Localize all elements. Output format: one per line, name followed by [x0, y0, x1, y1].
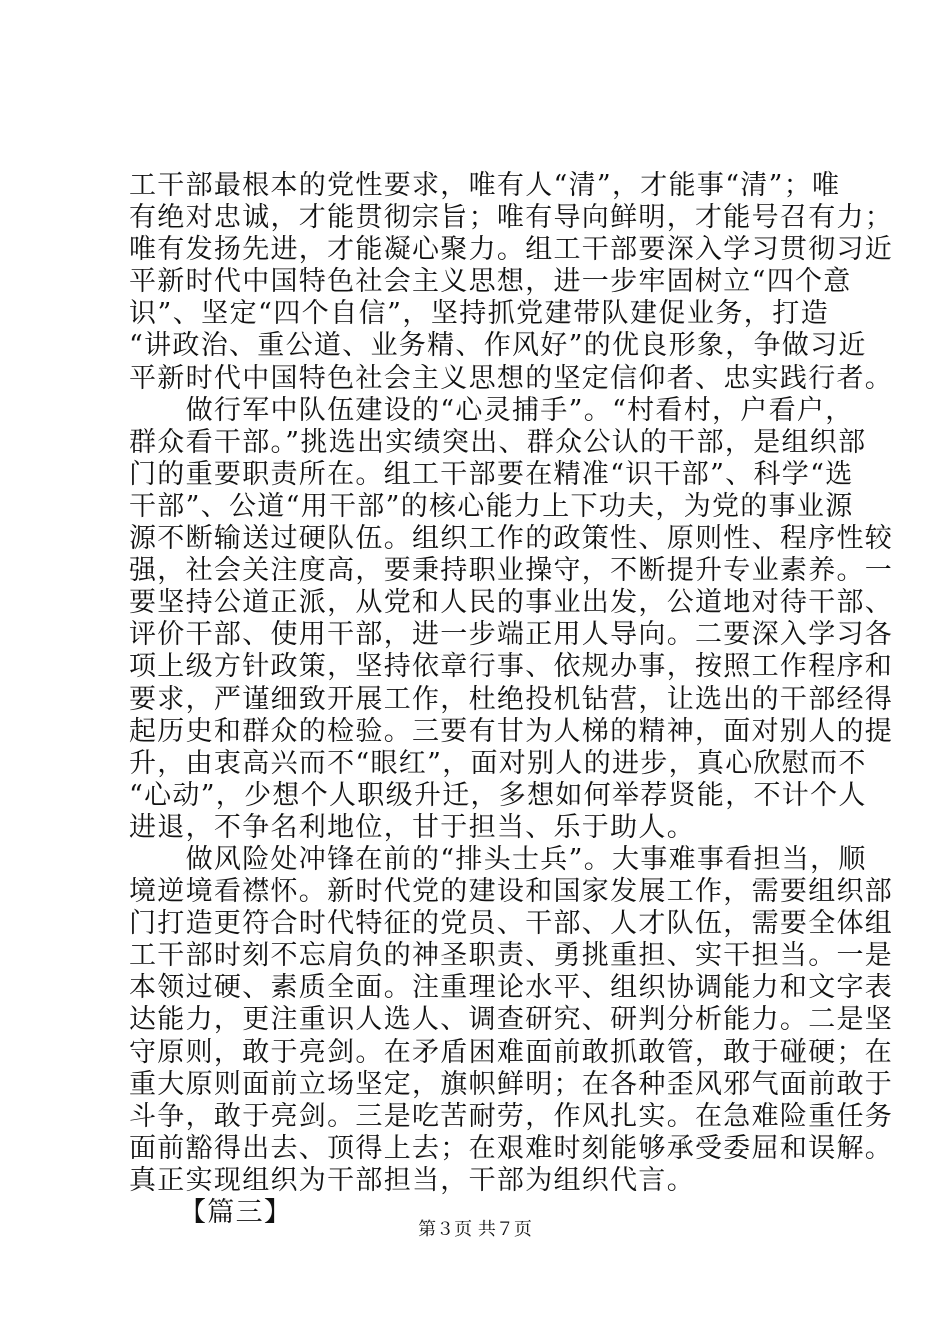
text-line: 有绝对忠诚，才能贯彻宗旨；唯有导向鲜明，才能号召有力；	[129, 202, 894, 234]
text-line: 斗争，敢于亮剑。三是吃苦耐劳，作风扎实。在急难险重任务	[129, 1100, 894, 1132]
text-line: 门打造更符合时代特征的党员、干部、人才队伍，需要全体组	[129, 908, 894, 940]
text-line: 唯有发扬先进，才能凝心聚力。组工干部要深入学习贯彻习近	[129, 234, 894, 266]
text-line: 门的重要职责所在。组工干部要在精准“识干部”、科学“选	[129, 458, 854, 490]
document-body	[129, 170, 894, 1229]
text-line: 守原则，敢于亮剑。在矛盾困难面前敢抓敢管，敢于碰硬；在	[129, 1036, 894, 1068]
text-line: 工干部最根本的党性要求，唯有人“清”，才能事“清”；唯	[129, 170, 841, 201]
text-line: 面前豁得出去、顶得上去；在艰难时刻能够承受委屈和误解。	[129, 1132, 894, 1164]
text-line: 境逆境看襟怀。新时代党的建设和国家发展工作，需要组织部	[129, 876, 894, 908]
section-heading: 【篇三】	[179, 1197, 293, 1228]
text-line: 评价干部、使用干部，进一步端正用人导向。二要深入学习各	[129, 619, 894, 651]
text-line: 平新时代中国特色社会主义思想，进一步牢固树立“四个意	[129, 266, 852, 298]
text-line: “心动”，少想个人职级升迁，多想如何举荐贤能，不计个人	[129, 779, 867, 811]
text-line: 群众看干部。”挑选出实绩突出、群众公认的干部，是组织部	[129, 426, 867, 458]
text-line: 源不断输送过硬队伍。组织工作的政策性、原则性、程序性较	[129, 523, 894, 555]
text-line: 强，社会关注度高，要秉持职业操守，不断提升专业素养。一	[129, 555, 894, 587]
page-footer: 第３页 共７页	[418, 1219, 532, 1240]
text-line: 达能力，更注重识人选人、调查研究、研判分析能力。二是坚	[129, 1004, 894, 1036]
text-line: 项上级方针政策，坚持依章行事、依规办事，按照工作程序和	[129, 651, 894, 683]
text-line: 平新时代中国特色社会主义思想的坚定信仰者、忠实践行者。	[129, 362, 894, 394]
text-line: 本领过硬、素质全面。注重理论水平、组织协调能力和文字表	[129, 972, 894, 1004]
text-line: 要坚持公道正派，从党和人民的事业出发，公道地对待干部、	[129, 587, 894, 619]
text-line: 识”、坚定“四个自信”，坚持抓党建带队建促业务，打造	[129, 298, 829, 330]
text-line: 工干部时刻不忘肩负的神圣职责、勇挑重担、实干担当。一是	[129, 940, 894, 972]
text-line: 做行军中队伍建设的“心灵捕手”。“村看村，户看户，	[129, 394, 854, 426]
text-line: 重大原则面前立场坚定，旗帜鲜明；在各种歪风邪气面前敢于	[129, 1068, 894, 1100]
text-line: 升，由衷高兴而不“眼红”，面对别人的进步，真心欣慰而不	[129, 747, 867, 779]
text-line: 进退，不争名利地位，甘于担当、乐于助人。	[129, 811, 695, 843]
text-line: 起历史和群众的检验。三要有甘为人梯的精神，面对别人的提	[129, 715, 894, 747]
text-line: 干部”、公道“用干部”的核心能力上下功夫，为党的事业源	[129, 490, 854, 522]
text-line: 真正实现组织为干部担当，干部为组织代言。	[129, 1164, 695, 1196]
text-line: 要求，严谨细致开展工作，杜绝投机钻营，让选出的干部经得	[129, 683, 894, 715]
text-line: 做风险处冲锋在前的“排头士兵”。大事难事看担当，顺	[129, 843, 867, 875]
text-line: “讲政治、重公道、业务精、作风好”的优良形象，争做习近	[129, 330, 867, 362]
